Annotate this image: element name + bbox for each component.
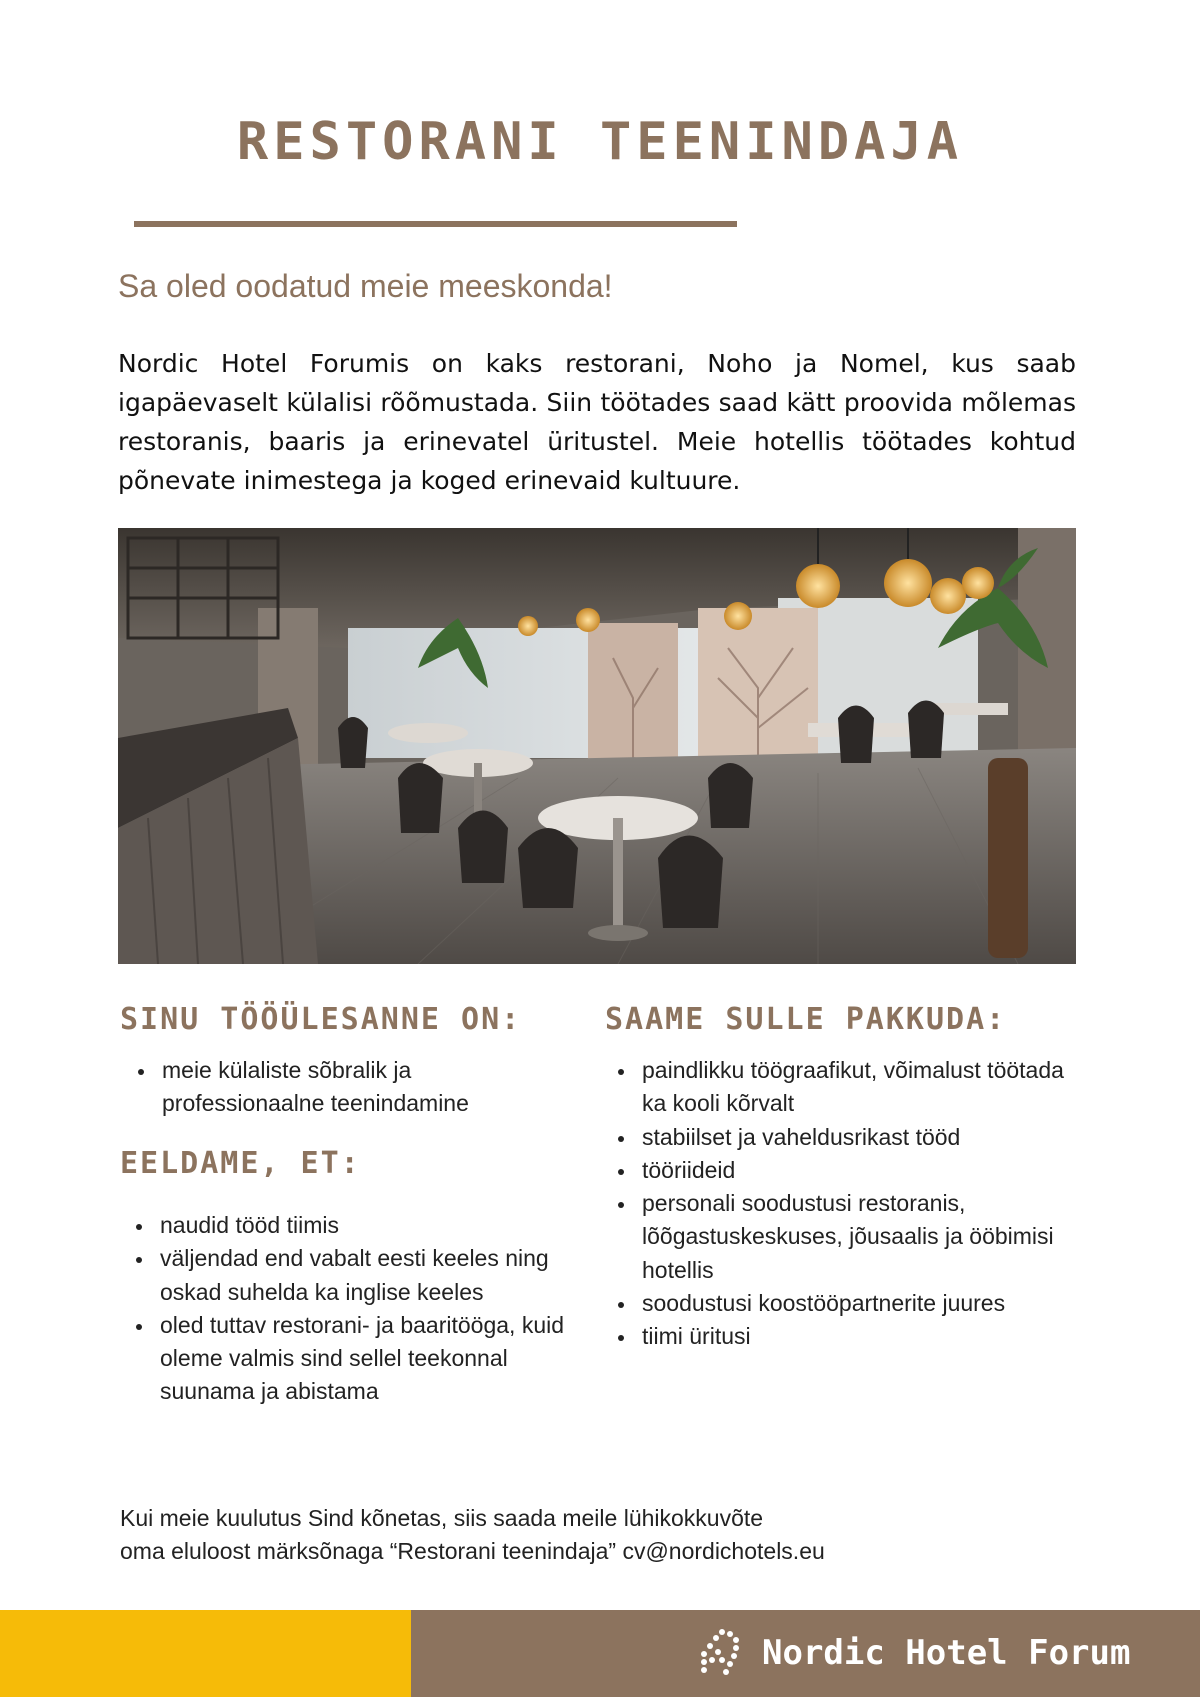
list-item: paindlikku töögraafikut, võimalust töötada ka kooli kõrvalt — [600, 1054, 1070, 1121]
expect-list — [118, 1209, 568, 1409]
offer-list — [600, 1054, 1070, 1354]
page-title: RESTORANI TEENINDAJA — [236, 112, 964, 172]
title-divider — [134, 221, 737, 227]
expect-heading: EELDAME, ET: — [120, 1146, 361, 1181]
tasks-list — [120, 1054, 570, 1121]
list-item: meie külaliste sõbralik ja professionaalne teenindamine — [120, 1054, 570, 1121]
intro-paragraph: Nordic Hotel Forumis on kaks restorani, Noho ja Nomel, kus saab igapäevaselt külalisi rõõmustada. Siin töötades saad kätt proovida mõlemas restoranis, baaris ja erinevatel üritustel. Meie hotellis töötades kohtud põnevate inimestega ja koged erinevaid kultuure. — [118, 349, 1076, 495]
brand-name: Nordic Hotel Forum — [762, 1633, 1131, 1673]
list-item: oled tuttav restorani- ja baaritööga, kuid oleme valmis sind sellel teekonnal suunama ja abistama — [118, 1309, 568, 1409]
restaurant-photo — [118, 528, 1076, 964]
list-item: tiimi üritusi — [600, 1320, 1070, 1353]
list-item: tööriideid — [600, 1154, 1070, 1187]
offer-heading: SAAME SULLE PAKKUDA: — [605, 1002, 1007, 1037]
footer-band-yellow — [0, 1610, 411, 1697]
list-item: naudid tööd tiimis — [118, 1209, 568, 1242]
tasks-heading: SINU TÖÖÜLESANNE ON: — [120, 1002, 522, 1037]
application-note-line: oma eluloost märksõnaga “Restorani teenindaja” cv@nordichotels.eu — [120, 1538, 825, 1564]
list-item: stabiilset ja vaheldusrikast tööd — [600, 1121, 1070, 1154]
application-note — [120, 1502, 825, 1568]
list-item: väljendad end vabalt eesti keeles ning oskad suhelda ka inglise keeles — [118, 1242, 568, 1309]
list-item: soodustusi koostööpartnerite juures — [600, 1287, 1070, 1320]
brand-logo — [696, 1620, 1130, 1686]
nordic-hotel-forum-logo-icon — [696, 1626, 746, 1680]
subtitle: Sa oled oodatud meie meeskonda! — [118, 268, 613, 304]
application-note-line: Kui meie kuulutus Sind kõnetas, siis saada meile lühikokkuvõte — [120, 1505, 764, 1531]
list-item: personali soodustusi restoranis, lõõgastuskeskuses, jõusaalis ja ööbimisi hotellis — [600, 1187, 1070, 1287]
